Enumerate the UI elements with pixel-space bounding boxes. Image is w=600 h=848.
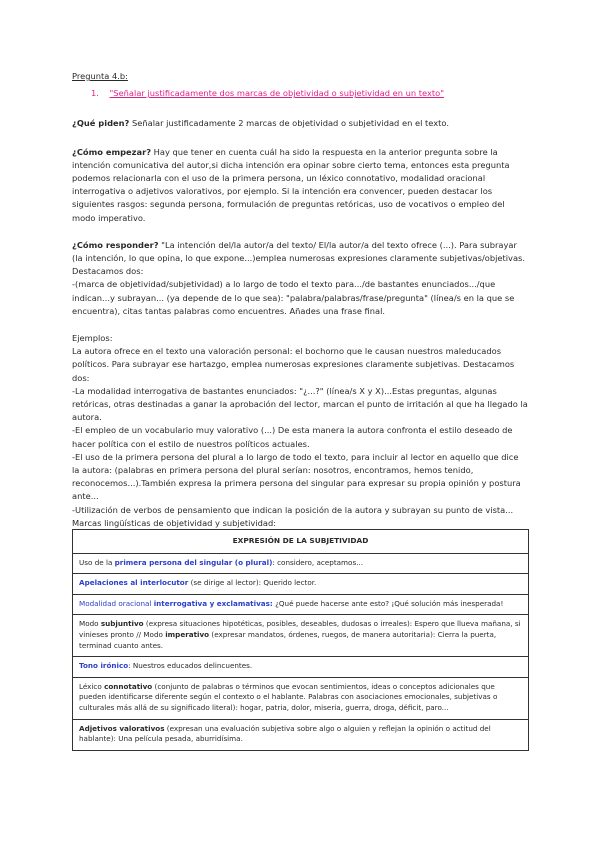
table-row <box>73 677 529 719</box>
cell-highlight: primera persona del singular (o plural) <box>114 557 273 567</box>
question-link[interactable]: "Señalar justificadamente dos marcas de objetividad o subjetividad en un texto" <box>109 88 445 99</box>
como-empezar-label: ¿Cómo empezar? <box>72 146 152 157</box>
table-cell <box>73 553 529 574</box>
como-responder-line: -(marca de objetividad/subjetividad) a lo largo de todo el texto para.../de bastantes enunciados.../que indican...y subrayan... (ya depende de lo que sea): "palabra/palabras/frase/pregunta" (línea/s en la que se encuentra), citas tantas palabras como encuentres. Añades una frase final. <box>72 279 515 316</box>
ejemplos-line: -Utilización de verbos de pensamiento que indican la posición de la autora y subrayan su punto de vista... <box>72 504 514 515</box>
question-label: Pregunta 4.b: <box>72 71 128 81</box>
table-cell <box>73 574 529 595</box>
cell-text: Modalidad oracional <box>79 598 154 608</box>
cell-text: : Nuestros educados delincuentes. <box>128 661 253 671</box>
list-number: 1. <box>91 88 99 99</box>
cell-bold: imperativo <box>165 629 210 639</box>
table-row <box>73 594 529 615</box>
ejemplos-label: Ejemplos: <box>72 333 113 344</box>
cell-text: Modo <box>79 619 101 629</box>
ejemplos-line: Marcas lingüísticas de objetividad y subjetividad: <box>72 517 277 528</box>
ejemplos-line: -El empleo de un vocabulario muy valorativo (...) De esta manera la autora confronta el estilo deseado de hacer política con el estilo de nuestros políticos actuales. <box>72 425 513 449</box>
como-responder-line: Destacamos dos: <box>72 266 144 277</box>
question-item <box>91 87 528 100</box>
document-body <box>72 70 528 530</box>
cell-text: (se dirige al lector): Querido lector. <box>188 578 317 588</box>
cell-text: (expresar mandatos, órdenes, ruegos, de manera autoritaria): Cierra la puerta, terminad cuanto antes. <box>79 629 497 650</box>
table-cell <box>73 594 529 615</box>
como-responder-paragraph <box>72 239 528 265</box>
como-responder-label: ¿Cómo responder? <box>72 239 159 250</box>
subjectivity-table <box>72 529 529 751</box>
cell-highlight: interrogativa y exclamativas: <box>153 598 273 608</box>
cell-bold: connotativo <box>104 681 153 691</box>
cell-text: (expresan una evaluación subjetiva sobre algo o alguien y reflejan la opinión o actitud del hablante): Una película pesada, aburridísima. <box>79 723 491 744</box>
que-piden-text: Señalar justificadamente 2 marcas de objetividad o subjetividad en el texto. <box>129 118 449 129</box>
ejemplos-line: -El uso de la primera persona del plural a lo largo de todo el texto, para incluir al lector en aquello que dice la autora: (palabras en primera persona del plural serían: nosotros, encontramos, hemos tenido, reconocemos...).También expresa la primera persona del singular para expresar su propia opinión y postura ante... <box>72 451 521 502</box>
cell-text: Uso de la <box>79 557 115 567</box>
que-piden-paragraph <box>72 117 528 130</box>
table-cell <box>73 657 529 678</box>
table-cell <box>73 615 529 657</box>
cell-bold: Adjetivos valorativos <box>79 723 165 733</box>
cell-highlight: Apelaciones al interlocutor <box>79 578 189 588</box>
table-header: EXPRESIÓN DE LA SUBJETIVIDAD <box>73 530 529 554</box>
table-cell <box>73 677 529 719</box>
table-row <box>73 615 529 657</box>
que-piden-label: ¿Qué piden? <box>72 118 130 129</box>
ejemplos-line: La autora ofrece en el texto una valoración personal: el bochorno que le causan nuestros maleducados políticos. Para subrayar ese hartazgo, emplea numerosas expresiones claramente subjetivas. Destacamos dos: <box>72 346 515 383</box>
como-empezar-paragraph <box>72 146 528 225</box>
table-header-row <box>73 530 529 554</box>
cell-text: Léxico <box>79 681 105 691</box>
table-row <box>73 574 529 595</box>
table-cell <box>73 719 529 750</box>
cell-text: ¿Qué puede hacerse ante esto? ¡Qué solución más inesperada! <box>272 598 504 608</box>
cell-highlight: Tono irónico <box>79 661 129 671</box>
cell-bold: subjuntivo <box>100 619 144 629</box>
como-empezar-text: Hay que tener en cuenta cuál ha sido la respuesta en la anterior pregunta sobre la intención comunicativa del autor,si dicha intención era opinar sobre cierto tema, entonces esta pregunta podemos relacionarla con el uso de la primera persona, un léxico connotativo, modalidad oracional interrogativa o adjetivos valorativos, por ejemplo. Si la intención era convencer, pueden destacar los siguientes rasgos: segunda persona, formulación de preguntas retóricas, uso de vocativos o empleo del modo imperativo. <box>72 146 510 223</box>
cell-text: (expresa situaciones hipotéticas, posibles, deseables, dudosas o irreales): Espero que llueva mañana, si vinieses pronto // Modo <box>79 619 521 639</box>
table-row <box>73 553 529 574</box>
ejemplos-line: -La modalidad interrogativa de bastantes enunciados: "¿...?" (línea/s X y X)...Estas preguntas, algunas retóricas, otras destinadas a ganar la aprobación del lector, marcan el punto de irritación al que ha llegado la autora. <box>72 385 528 423</box>
cell-text: : considero, aceptamos... <box>272 557 364 567</box>
table-row <box>73 657 529 678</box>
cell-text: (conjunto de palabras o términos que evocan sentimientos, ideas o conceptos adicionales que pueden identificarse diferente según el contexto o el hablante. Palabras con asociaciones emocionales, subjetivas o culturales más allá de su significado literal): hogar, patria, dolor, miseria, guerra, droga, déficit, paro... <box>79 681 498 712</box>
table-row <box>73 719 529 750</box>
como-responder-line: "La intención del/la autor/a del texto/ El/la autor/a del texto ofrece (...). Para subrayar (la intención, lo que opina, lo que expone...)emplea numerosas expresiones claramente subjetivas/objetivas. <box>72 239 526 264</box>
